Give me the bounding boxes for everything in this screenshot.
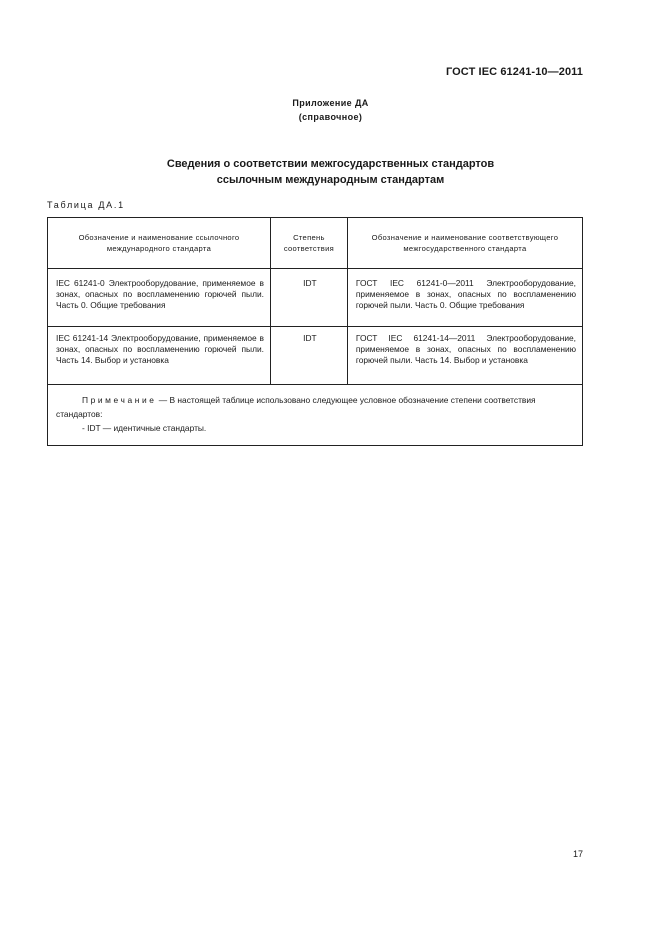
national-standard-cell: ГОСТ IEC 61241-0—2011 Электрооборудование, применяемое в зонах, опасных по воспламенению горючей пыли. Часть 0. Общие требования <box>347 269 582 327</box>
correspondence-table <box>47 217 583 446</box>
document-code: ГОСТ IEC 61241-10—2011 <box>445 66 583 78</box>
note-body: — В настоящей таблице использовано следующее условное обозначение степени соответствия стандартов: <box>56 395 536 419</box>
reference-standard-cell: IEC 61241-14 Электрооборудование, применяемое в зонах, опасных по воспламенению горючей пыли. Часть 14. Выбор и установка <box>48 327 271 385</box>
table-row <box>48 269 583 327</box>
table-row <box>48 327 583 385</box>
heading-line-2: ссылочным международным стандартам <box>216 174 445 186</box>
appendix-block <box>0 96 661 124</box>
table-header-row <box>48 218 583 269</box>
section-heading <box>0 156 661 188</box>
header-national-standard: Обозначение и наименование соответствующего межгосударственного стандарта <box>347 218 582 269</box>
table-note <box>48 385 583 446</box>
reference-standard-cell: IEC 61241-0 Электрооборудование, применяемое в зонах, опасных по воспламенению горючей пыли. Часть 0. Общие требования <box>48 269 271 327</box>
header-reference-standard: Обозначение и наименование ссылочного международного стандарта <box>48 218 271 269</box>
note-list-item: - IDT — идентичные стандарты. <box>82 423 207 433</box>
page-number: 17 <box>572 849 583 859</box>
note-text <box>56 393 576 421</box>
appendix-type: (справочное) <box>298 112 363 122</box>
appendix-title: Приложение ДА <box>292 98 369 108</box>
heading-line-1: Сведения о соответствии межгосударственных стандартов <box>166 158 495 170</box>
degree-cell: IDT <box>270 327 347 385</box>
note-label: Примечание <box>82 395 157 405</box>
header-degree: Степень соответствия <box>270 218 347 269</box>
table-note-row <box>48 385 583 446</box>
national-standard-cell: ГОСТ IEC 61241-14—2011 Электрооборудование, применяемое в зонах, опасных по воспламенению горючей пыли. Часть 14. Выбор и установка <box>347 327 582 385</box>
table-caption: Таблица ДА.1 <box>47 200 125 210</box>
degree-cell: IDT <box>270 269 347 327</box>
